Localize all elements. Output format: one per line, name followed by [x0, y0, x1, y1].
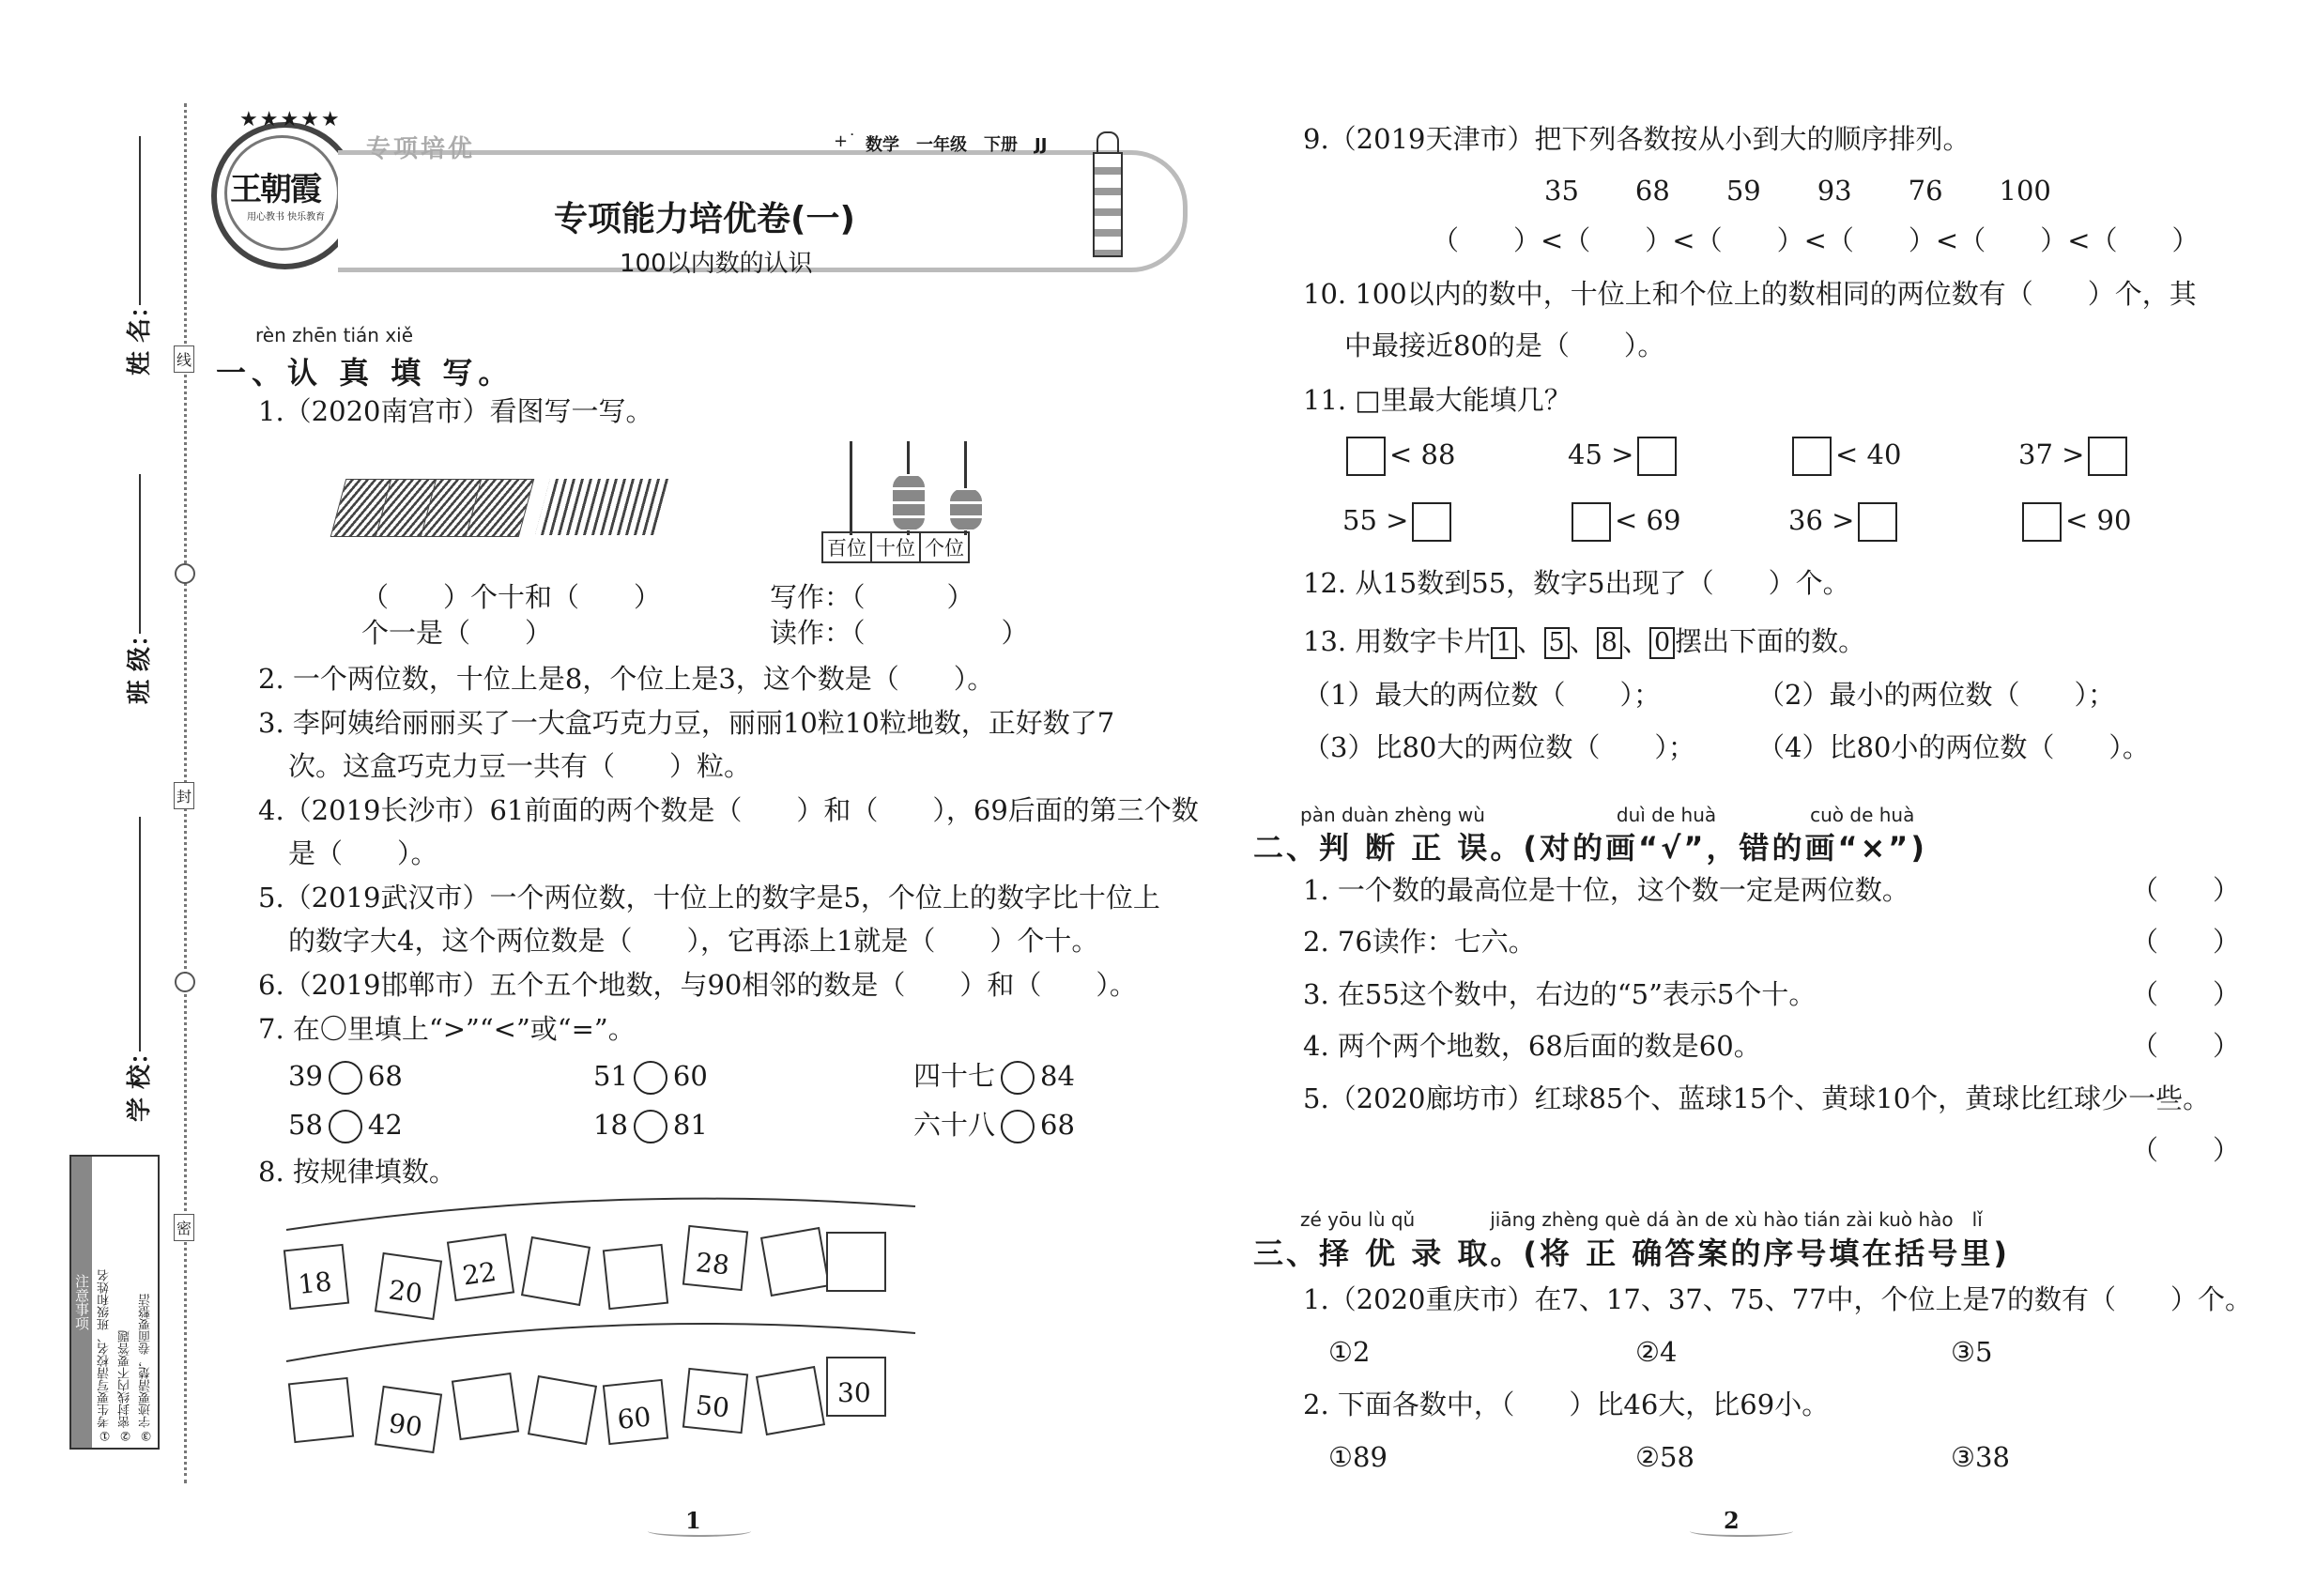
q13-b[interactable]: （2）最小的两位数（ ）；: [1757, 679, 2115, 711]
q5-line2: 的数字大4，这个两位数是（ ），它再添上1就是（ ）个十。: [288, 925, 1099, 957]
q10-line1: 10. 100以内的数中，十位上和个位上的数相同的两位数有（ ）个，其: [1303, 278, 2197, 310]
paper-subtitle: 100以内数的认识: [620, 250, 813, 278]
q11-item[interactable]: 37 >: [2018, 437, 2131, 476]
q13-text: 13. 用数字卡片 1 、 5 、 8 、 0 摆出下面的数。: [1303, 625, 1866, 657]
note-item: ③字迹要清楚，卷面要整洁: [139, 1294, 153, 1442]
q13-c[interactable]: （3）比80大的两位数（ ）；: [1303, 731, 1695, 763]
brand-name: 王朝霞: [230, 171, 320, 208]
q1-write[interactable]: 写作：（ ）: [770, 581, 974, 613]
q8-text: 8. 按规律填数。: [258, 1156, 456, 1188]
sec2-pinyin: pàn duàn zhèng wù duì de huà cuò de huà: [1300, 804, 1915, 826]
q3-line1: 3. 李阿姨给丽丽买了一大盒巧克力豆，丽丽10粒10粒地数，正好数了7: [258, 707, 1115, 739]
q9-numbers: 35 68 59 93 76 100: [1544, 175, 2051, 207]
school-label: 学 校：: [126, 1039, 154, 1122]
q11-text: 11. □里最大能填几？: [1303, 384, 1572, 416]
judge-paren[interactable]: （ ）: [2131, 1134, 2241, 1166]
name-field[interactable]: [139, 136, 141, 305]
choice-option[interactable]: ③38: [1951, 1441, 2010, 1473]
answer-box: [1792, 437, 1832, 476]
answer-box: [1572, 502, 1611, 542]
sec1-pinyin: rèn zhēn tián xiě: [255, 324, 414, 346]
tag-row-2: [286, 1352, 925, 1474]
compare-circle: [1001, 1061, 1035, 1095]
note-item: ②密封线内不要答题: [118, 1330, 132, 1442]
digit-card: 1: [1491, 627, 1516, 659]
q11-item[interactable]: 36 >: [1788, 502, 1901, 542]
choice-option[interactable]: ③5: [1951, 1336, 1993, 1368]
brand-logo: [211, 122, 359, 269]
page-swoosh-left: [648, 1526, 751, 1537]
judge-2: 2. 76读作：七六。: [1303, 926, 1536, 958]
q7-text: 7. 在〇里填上“>”“<”或“=”。: [258, 1013, 636, 1045]
crown-icon: ★★★★★: [239, 108, 342, 131]
sec3-title: 三、择 优 录 取。(将 正 确答案的序号填在括号里): [1253, 1235, 2010, 1271]
answer-box: [1346, 437, 1386, 476]
judge-paren[interactable]: （ ）: [2131, 978, 2241, 1010]
number-tag[interactable]: [452, 1373, 519, 1440]
number-tag[interactable]: 20: [375, 1252, 442, 1320]
q7-item[interactable]: 51 60: [593, 1059, 708, 1095]
ring-icon: [175, 563, 195, 584]
answer-box: [2088, 437, 2127, 476]
choice-2: 2. 下面各数中，（ ）比46大，比69小。: [1303, 1389, 1830, 1420]
school-field[interactable]: [139, 817, 141, 1051]
q1-read[interactable]: 读作：（ ）: [770, 617, 1029, 649]
compare-circle: [634, 1061, 667, 1095]
section-tag: 专项培优: [366, 135, 476, 163]
number-tag[interactable]: 50: [682, 1368, 748, 1434]
paper-title: 专项能力培优卷(一): [554, 200, 855, 238]
notes-box: [69, 1155, 160, 1450]
judge-3: 3. 在55这个数中，右边的“5”表示5个十。: [1303, 978, 1817, 1010]
seal-mark-2: 封: [174, 782, 194, 809]
q13-a[interactable]: （1）最大的两位数（ ）；: [1303, 679, 1661, 711]
page-number-left: 1: [685, 1507, 701, 1534]
sec2-title: 二、判 断 正 误。(对的画“√”，错的画“×”): [1253, 830, 1927, 866]
answer-box: [1637, 437, 1677, 476]
number-tag[interactable]: 22: [447, 1234, 514, 1301]
q9-text: 9.（2019天津市）把下列各数按从小到大的顺序排列。: [1303, 123, 1970, 155]
abacus-label: 十位: [872, 531, 921, 563]
answer-box: [1412, 502, 1451, 542]
q11-item[interactable]: 45 >: [1568, 437, 1680, 476]
sec3-pinyin: zé yōu lù qǔ jiāng zhèng què dá àn de xù hào tián zài kuò hào lǐ: [1300, 1208, 1983, 1231]
q13-d[interactable]: （4）比80小的两位数（ ）。: [1757, 731, 2150, 763]
number-tag[interactable]: [603, 1244, 668, 1310]
judge-1: 1. 一个数的最高位是十位，这个数一定是两位数。: [1303, 874, 1909, 906]
notes-title: 注意事项: [71, 1157, 92, 1448]
abacus-label: 个位: [921, 531, 970, 563]
q7-item[interactable]: 39 68: [288, 1059, 403, 1095]
compare-circle: [329, 1110, 362, 1143]
lighthouse-icon: [1089, 131, 1123, 253]
class-label: 班 级：: [126, 622, 154, 704]
q9-order[interactable]: （ ）<（ ）<（ ）<（ ）<（ ）<（ ）: [1432, 224, 2200, 256]
q2: 2. 一个两位数，十位上是8，个位上是3，这个数是（ ）。: [258, 663, 995, 695]
number-tag[interactable]: [528, 1375, 597, 1445]
answer-box: [1858, 502, 1897, 542]
q11-item[interactable]: < 88: [1342, 437, 1455, 476]
ring-icon: [175, 972, 195, 992]
header-meta: 数学 一年级 下册 JJ: [866, 135, 1048, 155]
q11-item[interactable]: < 69: [1568, 502, 1680, 542]
number-tag[interactable]: [521, 1236, 590, 1306]
judge-4: 4. 两个两个地数，68后面的数是60。: [1303, 1030, 1761, 1062]
judge-paren[interactable]: （ ）: [2131, 926, 2241, 958]
q4-line1: 4.（2019长沙市）61前面的两个数是（ ）和（ ），69后面的第三个数: [258, 794, 1199, 826]
abacus: [821, 441, 995, 563]
choice-1: 1.（2020重庆市）在7、17、37、75、77中，个位上是7的数有（ ）个。: [1303, 1283, 2252, 1315]
q11-item[interactable]: < 90: [2018, 502, 2131, 542]
number-tag[interactable]: 90: [375, 1386, 442, 1453]
choice-option[interactable]: ①89: [1328, 1441, 1388, 1473]
q6: 6.（2019邯郸市）五个五个地数，与90相邻的数是（ ）和（ ）。: [258, 969, 1137, 1001]
q7-item[interactable]: 四十七 84: [913, 1059, 1075, 1095]
sec1-title: 一、认 真 填 写。: [216, 355, 514, 391]
compare-circle: [1001, 1110, 1035, 1143]
q4-line2: 是（ ）。: [288, 837, 438, 869]
compare-circle: [634, 1110, 667, 1143]
number-tag[interactable]: [288, 1377, 354, 1443]
compare-circle: [329, 1061, 362, 1095]
note-item: ①考生要写清校名、班级和姓名: [98, 1269, 112, 1442]
number-tag[interactable]: [756, 1366, 825, 1435]
digit-card: 0: [1649, 627, 1675, 659]
abacus-label: 百位: [821, 531, 872, 563]
q7-item[interactable]: 58 42: [288, 1108, 403, 1143]
name-label: 姓 名：: [126, 293, 154, 376]
judge-paren[interactable]: （ ）: [2131, 1030, 2241, 1062]
choice-option[interactable]: ②4: [1635, 1336, 1678, 1368]
page-number-right: 2: [1724, 1507, 1740, 1534]
q10-line2: 中最接近80的是（ ）。: [1344, 330, 1665, 361]
judge-5: 5.（2020廊坊市）红球85个、蓝球15个、黄球10个，黄球比红球少一些。: [1303, 1082, 2211, 1114]
brand-sub: 用心教书 快乐教育: [247, 212, 326, 223]
number-tag[interactable]: 60: [603, 1379, 668, 1445]
number-tag[interactable]: 30: [826, 1357, 886, 1417]
judge-paren[interactable]: （ ）: [2131, 874, 2241, 906]
q1-blank1[interactable]: （ ）个十和（ ）: [361, 581, 662, 613]
stick-bundles: [338, 479, 676, 545]
q7-item[interactable]: 18 81: [593, 1108, 708, 1143]
choice-option[interactable]: ②58: [1635, 1441, 1694, 1473]
q11-item[interactable]: 55 >: [1342, 502, 1455, 542]
page-swoosh-right: [1690, 1526, 1793, 1537]
answer-box: [2022, 502, 2062, 542]
digit-card: 5: [1544, 627, 1570, 659]
seal-mark-1: 线: [174, 345, 194, 373]
q11-item[interactable]: < 40: [1788, 437, 1901, 476]
q1-blank2[interactable]: 个一是（ ）: [361, 617, 553, 649]
digit-card: 8: [1597, 627, 1622, 659]
number-tag[interactable]: 18: [284, 1244, 349, 1310]
q1-text: 1.（2020南宫市）看图写一写。: [258, 395, 653, 427]
sparkle-icon: +˙: [834, 131, 857, 151]
class-field[interactable]: [139, 474, 141, 634]
q12: 12. 从15数到55，数字5出现了（ ）个。: [1303, 567, 1850, 599]
number-tag[interactable]: 28: [682, 1225, 748, 1291]
number-tag[interactable]: [760, 1227, 830, 1297]
q7-item[interactable]: 六十八 68: [913, 1108, 1075, 1143]
choice-option[interactable]: ①2: [1328, 1336, 1371, 1368]
tag-row-1: [286, 1220, 925, 1343]
q3-line2: 次。这盒巧克力豆一共有（ ）粒。: [288, 750, 752, 782]
q5-line1: 5.（2019武汉市）一个两位数，十位上的数字是5，个位上的数字比十位上: [258, 882, 1160, 913]
seal-mark-3: 密: [174, 1214, 194, 1241]
number-tag[interactable]: [826, 1232, 886, 1292]
